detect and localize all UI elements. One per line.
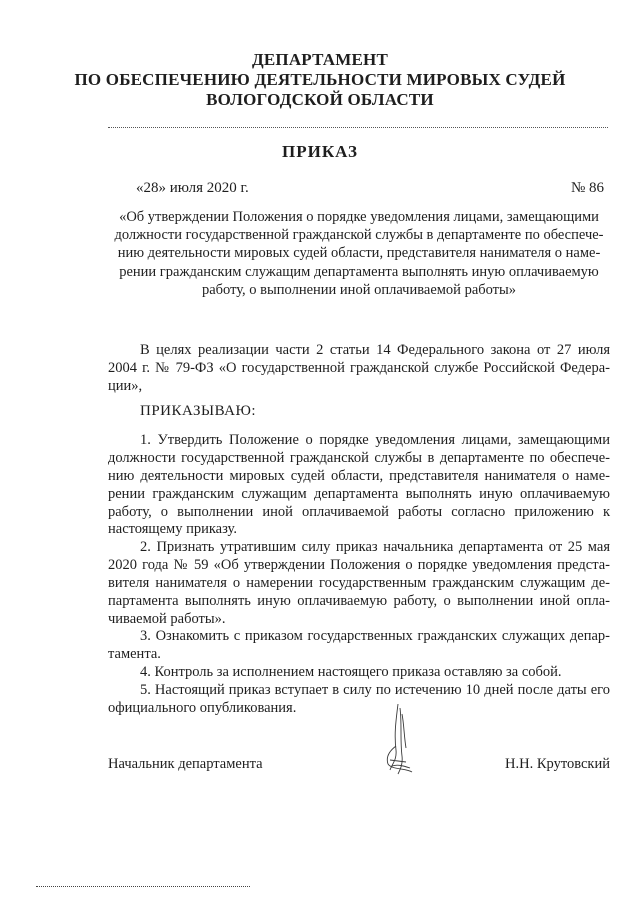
paragraph-line: чиваемой работы». <box>108 610 226 627</box>
paragraph-line: 3. Ознакомить с приказом государственных гражданских служащих депар- <box>140 628 610 644</box>
header-line-1: ДЕПАРТАМЕНТ <box>251 50 389 69</box>
subject-line: должности государственной гражданской службы в департаменте по обеспече- <box>114 227 604 244</box>
preamble-line: 2004 г. № 79-ФЗ «О государственной гражданской службе Российской Федера- <box>108 359 610 376</box>
header-line-2: ПО ОБЕСПЕЧЕНИЮ ДЕЯТЕЛЬНОСТИ МИРОВЫХ СУДЕЙ <box>74 70 566 89</box>
paragraph-line: должности государственной гражданской службы в департаменте по обеспече- <box>108 449 610 466</box>
paragraph-line: вителя нанимателя о намерении государственным гражданским служащим де- <box>108 574 610 591</box>
order-date: «28» июля 2020 г. <box>136 180 249 196</box>
paragraph-line: рении гражданским служащим департамента выполнять иную оплачиваемую <box>108 485 610 502</box>
paragraph-line: работу, о выполнении иной оплачиваемой работы согласно приложению к <box>108 503 610 520</box>
department-header <box>0 50 640 110</box>
paragraph-5 <box>108 682 610 718</box>
subject-line: нию деятельности мировых судей области, представителя нанимателя о наме- <box>117 245 601 262</box>
paragraph-line: 4. Контроль за исполнением настоящего приказа оставляю за собой. <box>140 664 562 680</box>
signatory-position: Начальник департамента <box>108 756 263 772</box>
preamble-line: В целях реализации части 2 статьи 14 Федерального закона от 27 июля <box>140 342 610 358</box>
paragraph-line: 1. Утвердить Положение о порядке уведомления лицами, замещающими <box>140 432 610 448</box>
paragraph-4 <box>108 664 610 682</box>
handwritten-signature <box>376 700 426 780</box>
order-number: № 86 <box>570 180 604 196</box>
header-line-3: ВОЛОГОДСКОЙ ОБЛАСТИ <box>206 90 434 109</box>
paragraph-3 <box>108 628 610 664</box>
preamble <box>108 342 610 396</box>
subject-line: работу, о выполнении иной оплачиваемой работы» <box>201 281 517 298</box>
paragraph-line: тамента. <box>108 645 161 662</box>
paragraph-line: 2. Признать утратившим силу приказ начальника департамента от 25 мая <box>140 539 610 555</box>
order-title: ПРИКАЗ <box>282 142 358 161</box>
order-subject <box>108 208 610 299</box>
paragraph-2 <box>108 539 610 628</box>
command-word: ПРИКАЗЫВАЮ: <box>140 403 257 419</box>
footer-divider <box>36 886 250 887</box>
paragraph-line: партамента выполнять иную оплачиваемую работу, о выполнении иной опла- <box>108 592 610 609</box>
subject-line: «Об утверждении Положения о порядке уведомления лицами, замещающими <box>119 209 599 225</box>
paragraph-line: настоящему приказу. <box>108 521 237 538</box>
paragraph-line: нию деятельности мировых судей области, представителя нанимателя о наме- <box>108 467 610 484</box>
paragraph-1 <box>108 432 610 539</box>
subject-line: рении гражданским служащим департамента выполнять иную оплачиваемую <box>119 263 599 280</box>
preamble-line: ции», <box>108 377 143 394</box>
paragraph-line: 5. Настоящий приказ вступает в силу по истечению 10 дней после даты его <box>140 682 610 698</box>
paragraph-line: 2020 года № 59 «Об утверждении Положения о порядке уведомления предста- <box>108 556 610 573</box>
signatory-name: Н.Н. Крутовский <box>505 756 610 772</box>
header-divider <box>108 127 608 128</box>
paragraph-line: официального опубликования. <box>108 699 297 716</box>
